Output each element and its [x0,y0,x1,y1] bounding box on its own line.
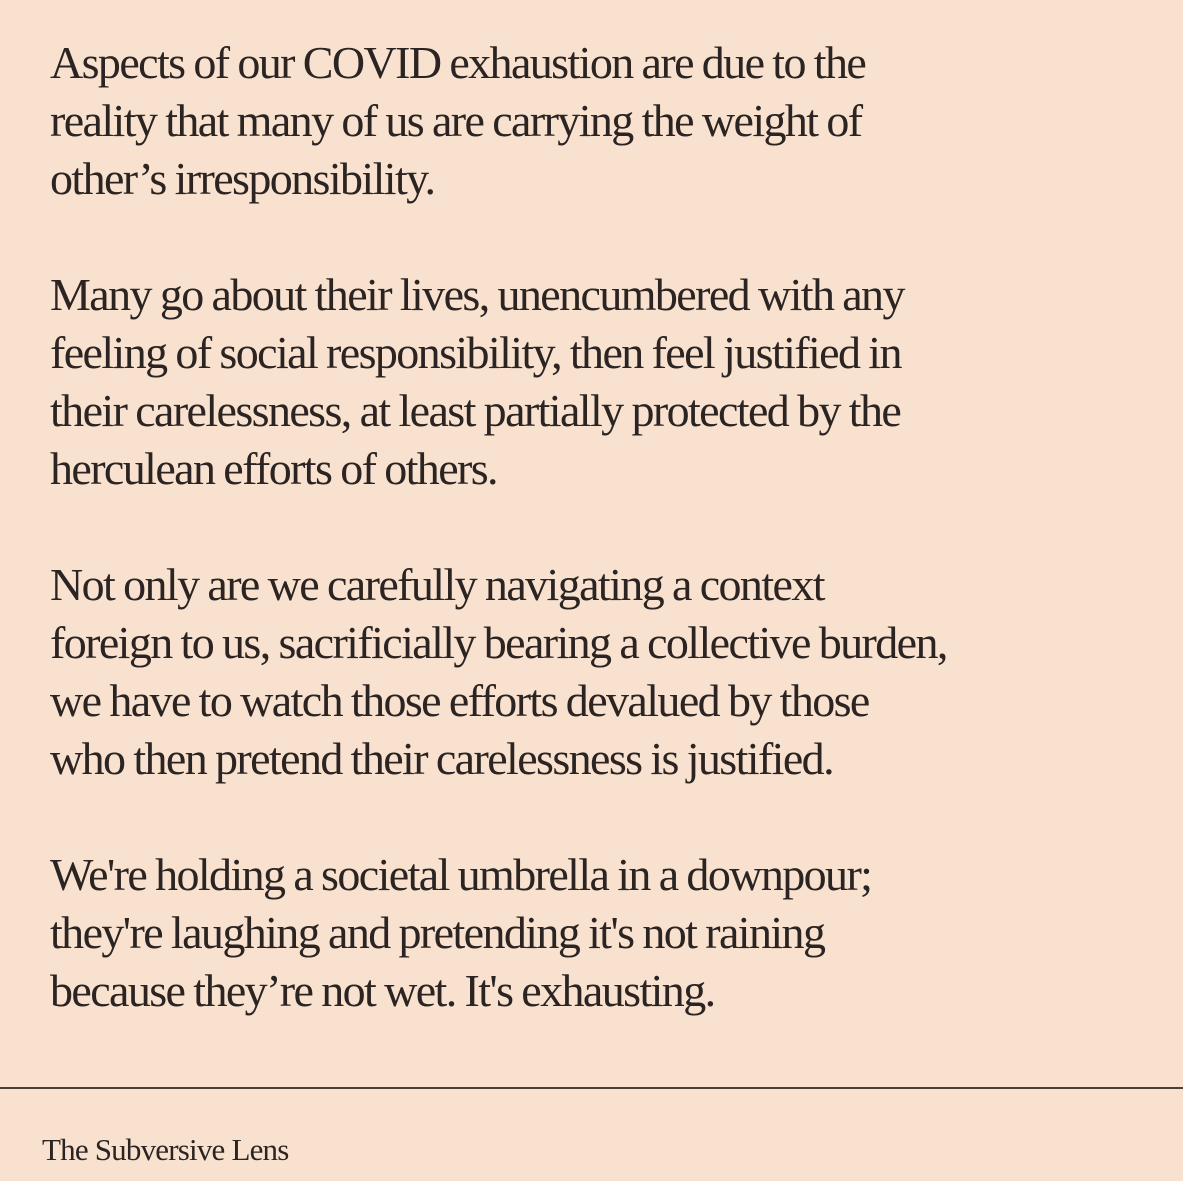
quote-paragraph-3 [50,556,1160,788]
quote-paragraph-1 [50,34,1160,208]
quote-line: herculean efforts of others. [50,443,497,494]
quote-line: Aspects of our COVID exhaustion are due to the [50,37,866,88]
quote-line: their carelessness, at least partially protected by the [50,385,901,436]
attribution-text: The Subversive Lens [42,1132,289,1167]
quote-line: because they’re not wet. It's exhausting. [50,965,715,1016]
quote-line: Not only are we carefully navigating a context [50,559,824,610]
quote-line: they're laughing and pretending it's not raining [50,907,825,958]
quote-line: We're holding a societal umbrella in a downpour; [50,849,872,900]
quote-line: other’s irresponsibility. [50,153,435,204]
quote-paragraph-4 [50,846,1160,1020]
quote-line: Many go about their lives, unencumbered with any [50,269,904,320]
quote-line: feeling of social responsibility, then feel justified in [50,327,901,378]
quote-line: foreign to us, sacrificially bearing a collective burden, [50,617,947,668]
footer-divider [0,1087,1183,1089]
quote-paragraph-2 [50,266,1160,498]
quote-line: who then pretend their carelessness is justified. [50,733,833,784]
quote-text-block [50,34,1160,1078]
quote-line: we have to watch those efforts devalued by those [50,675,869,726]
quote-line: reality that many of us are carrying the weight of [50,95,862,146]
